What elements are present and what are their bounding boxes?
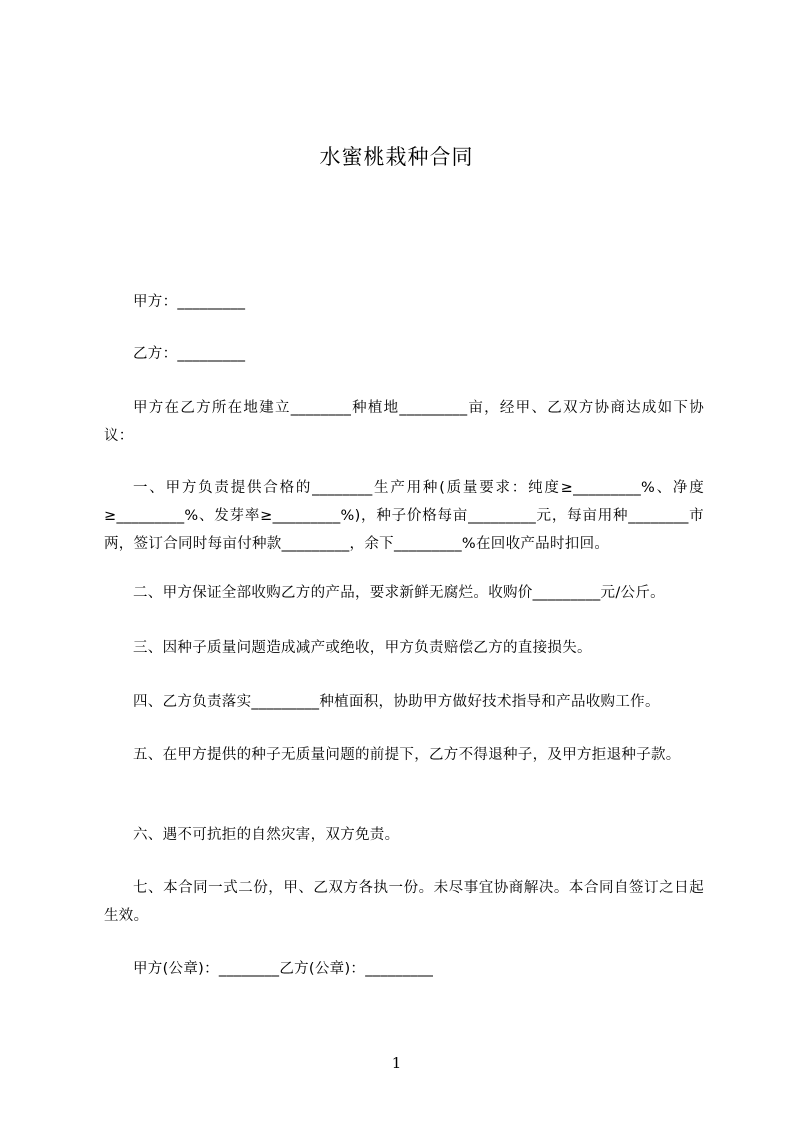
party-a-line: 甲方：_________ xyxy=(133,294,246,310)
clause-4: 四、乙方负责落实_________种植面积，协助甲方做好技术指导和产品收购工作。 xyxy=(133,694,660,710)
party-b-line: 乙方：_________ xyxy=(133,346,246,362)
document-title: 水蜜桃栽种合同 xyxy=(319,145,474,169)
page-number: 1 xyxy=(391,1054,402,1072)
clause-5: 五、在甲方提供的种子无质量问题的前提下，乙方不得退种子，及甲方拒退种子款。 xyxy=(133,747,681,763)
clause-1: 一、甲方负责提供合格的________生产用种(质量要求：纯度≥_________%、净度≥_________%、发芽率≥_________%)，种子价格每亩_________元，每亩用种________市两，签订合同时每亩付种款_________，余下_________%在回收产品时扣回。 xyxy=(104,480,704,552)
clause-2: 二、甲方保证全部收购乙方的产品，要求新鲜无腐烂。收购价_________元/公斤。 xyxy=(133,585,665,601)
signature-line: 甲方(公章)：________乙方(公章)：_________ xyxy=(133,961,434,977)
clause-6: 六、遇不可抗拒的自然灾害，双方免责。 xyxy=(133,827,400,843)
clause-3: 三、因种子质量问题造成减产或绝收，甲方负责赔偿乙方的直接损失。 xyxy=(133,640,592,656)
intro-paragraph: 甲方在乙方所在地建立________种植地_________亩，经甲、乙双方协商达成如下协议： xyxy=(104,400,704,444)
clause-7: 七、本合同一式二份，甲、乙双方各执一份。未尽事宜协商解决。本合同自签订之日起生效。 xyxy=(104,880,704,924)
